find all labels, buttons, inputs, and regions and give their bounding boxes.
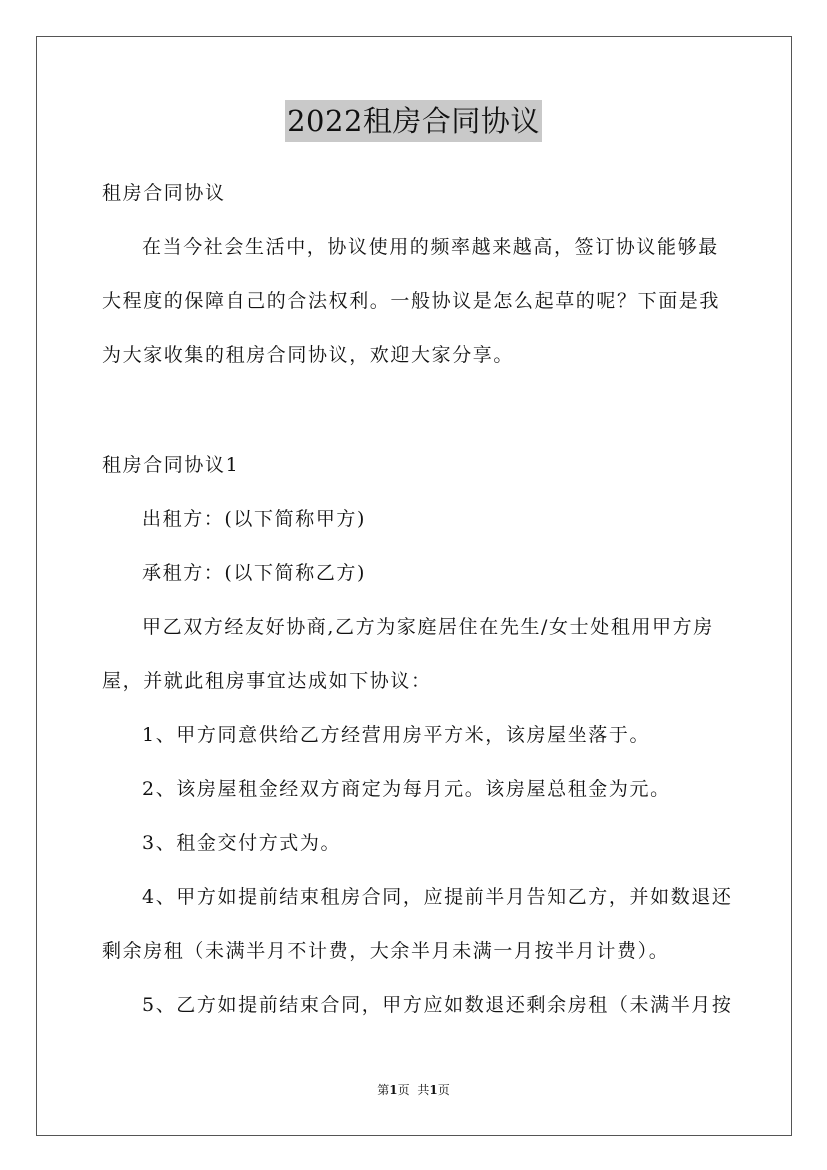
- subtitle: 租房合同协议: [102, 182, 226, 204]
- title-block: [0, 100, 827, 142]
- intro-line-1: 在当今社会生活中，协议使用的频率越来越高，签订协议能够最: [142, 236, 719, 258]
- lessee-line: 承租方：(以下简称乙方): [142, 562, 367, 584]
- footer-page-number: 1: [389, 1083, 398, 1097]
- section-heading: 租房合同协议1: [102, 454, 240, 476]
- agreement-line-1: 甲乙双方经友好协商,乙方为家庭居住在先生/女士处租用甲方房: [142, 616, 714, 638]
- footer-total-number: 1: [429, 1083, 438, 1097]
- clause-5-line-1: 5、乙方如提前结束合同，甲方应如数退还剩余房租（未满半月按: [142, 994, 733, 1016]
- clause-2: 2、该房屋租金经双方商定为每月元。该房屋总租金为元。: [142, 778, 671, 800]
- agreement-line-2: 屋，并就此租房事宜达成如下协议：: [102, 670, 432, 692]
- intro-line-2: 大程度的保障自己的合法权利。一般协议是怎么起草的呢？下面是我: [102, 290, 721, 312]
- document-title: 2022租房合同协议: [285, 100, 542, 142]
- page-footer: [0, 1082, 827, 1098]
- clause-1: 1、甲方同意供给乙方经营用房平方米，该房屋坐落于。: [142, 724, 651, 746]
- footer-total-suffix: 页: [437, 1083, 450, 1097]
- footer-page-suffix: 页: [397, 1083, 410, 1097]
- lessor-line: 出租方：(以下简称甲方): [142, 508, 367, 530]
- clause-3: 3、租金交付方式为。: [142, 832, 342, 854]
- intro-line-3: 为大家收集的租房合同协议，欢迎大家分享。: [102, 344, 515, 366]
- footer-page-prefix: 第: [377, 1083, 390, 1097]
- footer-total-prefix: 共: [417, 1083, 430, 1097]
- clause-4-line-1: 4、甲方如提前结束租房合同，应提前半月告知乙方，并如数退还: [142, 886, 733, 908]
- clause-4-line-2: 剩余房租（未满半月不计费，大余半月未满一月按半月计费）。: [102, 940, 670, 962]
